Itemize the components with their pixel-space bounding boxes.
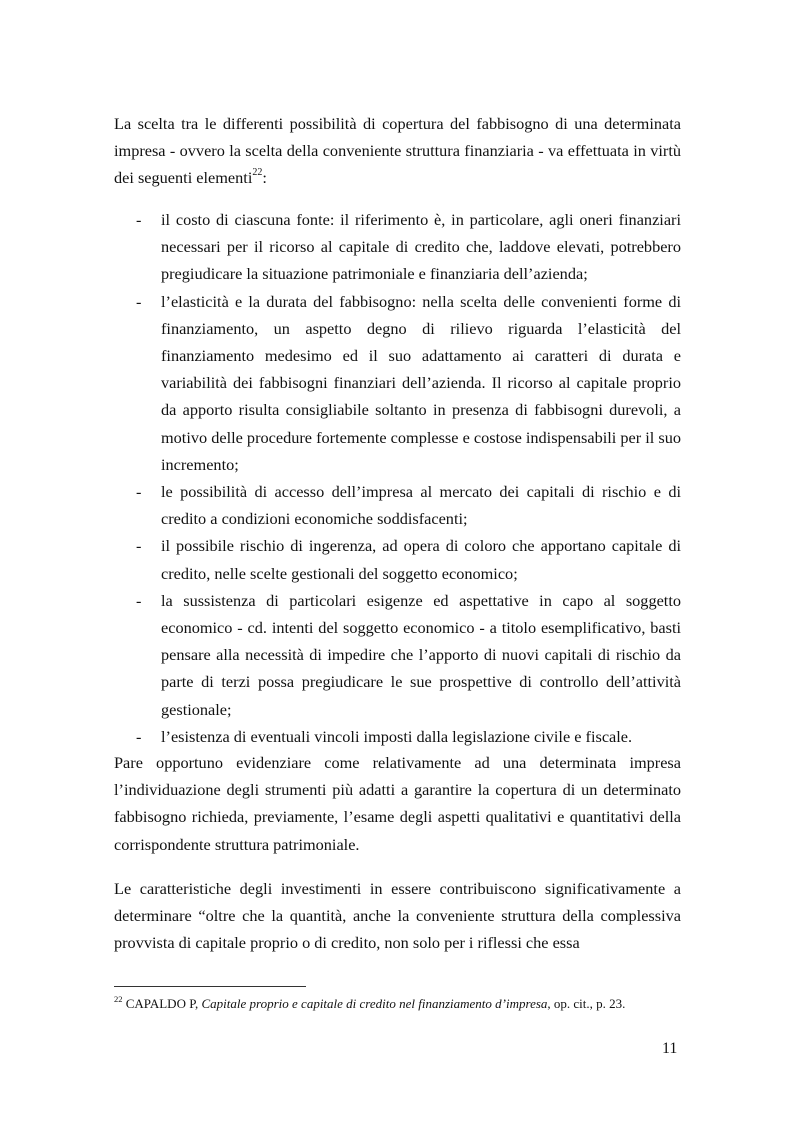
factors-list	[114, 206, 681, 750]
footnote	[114, 995, 694, 1013]
list-marker: -	[136, 590, 142, 610]
list-marker: -	[136, 536, 142, 556]
footnote-number: 22	[114, 993, 123, 1004]
list-item-text: il costo di ciascuna fonte: il riferimento è, in particolare, agli oneri finanziari necessari per il ricorso al capitale di credito che, laddove elevati, potrebbero pregiudicare la situazione patrimoniale e finanziaria dell’azienda;	[161, 210, 681, 284]
footnote-reference[interactable]: 22	[252, 166, 263, 178]
list-item-text: le possibilità di accesso dell’impresa al mercato dei capitali di rischio e di credito a condizioni economiche soddisfacenti;	[161, 482, 681, 529]
list-item	[114, 206, 681, 288]
paragraph-intro-tail: :	[262, 168, 267, 188]
footnote-divider	[114, 986, 306, 987]
list-marker: -	[136, 291, 142, 311]
footnote-author: CAPALDO P,	[122, 996, 202, 1011]
footnote-title: Capitale proprio e capitale di credito nel finanziamento d’impresa	[201, 996, 548, 1011]
list-item	[114, 532, 681, 586]
list-item-text: l’elasticità e la durata del fabbisogno: nella scelta delle convenienti forme di finanziamento, un aspetto degno di rilievo riguarda l’elasticità del finanziamento medesimo ed il suo adattamento ai caratteri di durata e variabilità dei fabbisogni finanziari dell’azienda. Il ricorso al capitale proprio da apporto risulta consigliabile soltanto in presenza di fabbisogni durevoli, a motivo delle procedure fortemente complesse e costose indispensabili per il suo incremento;	[161, 291, 681, 474]
paragraph-intro	[114, 110, 681, 192]
list-item-text: la sussistenza di particolari esigenze ed aspettative in capo al soggetto economico - cd. intenti del soggetto economico - a titolo esemplificativo, basti pensare alla necessità di impedire che l’apporto di nuovi capitali di rischio da parte di terzi possa pregiudicare le sue prospettive di controllo dell’attività gestionale;	[161, 590, 681, 719]
list-item	[114, 288, 681, 478]
list-marker: -	[136, 482, 142, 502]
paragraph-evidence: Pare opportuno evidenziare come relativamente ad una determinata impresa l’individuazione degli strumenti più adatti a garantire la copertura di un determinato fabbisogno richieda, previamente, l’esame degli aspetti qualitativi e quantitativi della corrispondente struttura patrimoniale.	[114, 753, 681, 854]
page-number: 11	[662, 1040, 678, 1057]
list-item	[114, 478, 681, 532]
list-item	[114, 587, 681, 723]
list-marker: -	[136, 210, 142, 229]
footnote-citation: , op. cit., p. 23.	[547, 996, 626, 1011]
list-item-text: il possibile rischio di ingerenza, ad opera di coloro che apportano capitale di credito, nelle scelte gestionali del soggetto economico;	[161, 536, 681, 583]
list-marker: -	[136, 726, 142, 746]
list-item	[114, 723, 681, 750]
list-item-text: l’esistenza di eventuali vincoli imposti dalla legislazione civile e fiscale.	[161, 726, 633, 746]
paragraph-intro-text: La scelta tra le differenti possibilità di copertura del fabbisogno di una determinata impresa - ovvero la scelta della conveniente struttura finanziaria - va effettuata in virtù dei seguenti elementi	[114, 114, 681, 188]
paragraph-investments: Le caratteristiche degli investimenti in essere contribuiscono significativamente a determinare “oltre che la quantità, anche la conveniente struttura della complessiva provvista di capitale proprio o di credito, non solo per i riflessi che essa	[114, 879, 681, 953]
